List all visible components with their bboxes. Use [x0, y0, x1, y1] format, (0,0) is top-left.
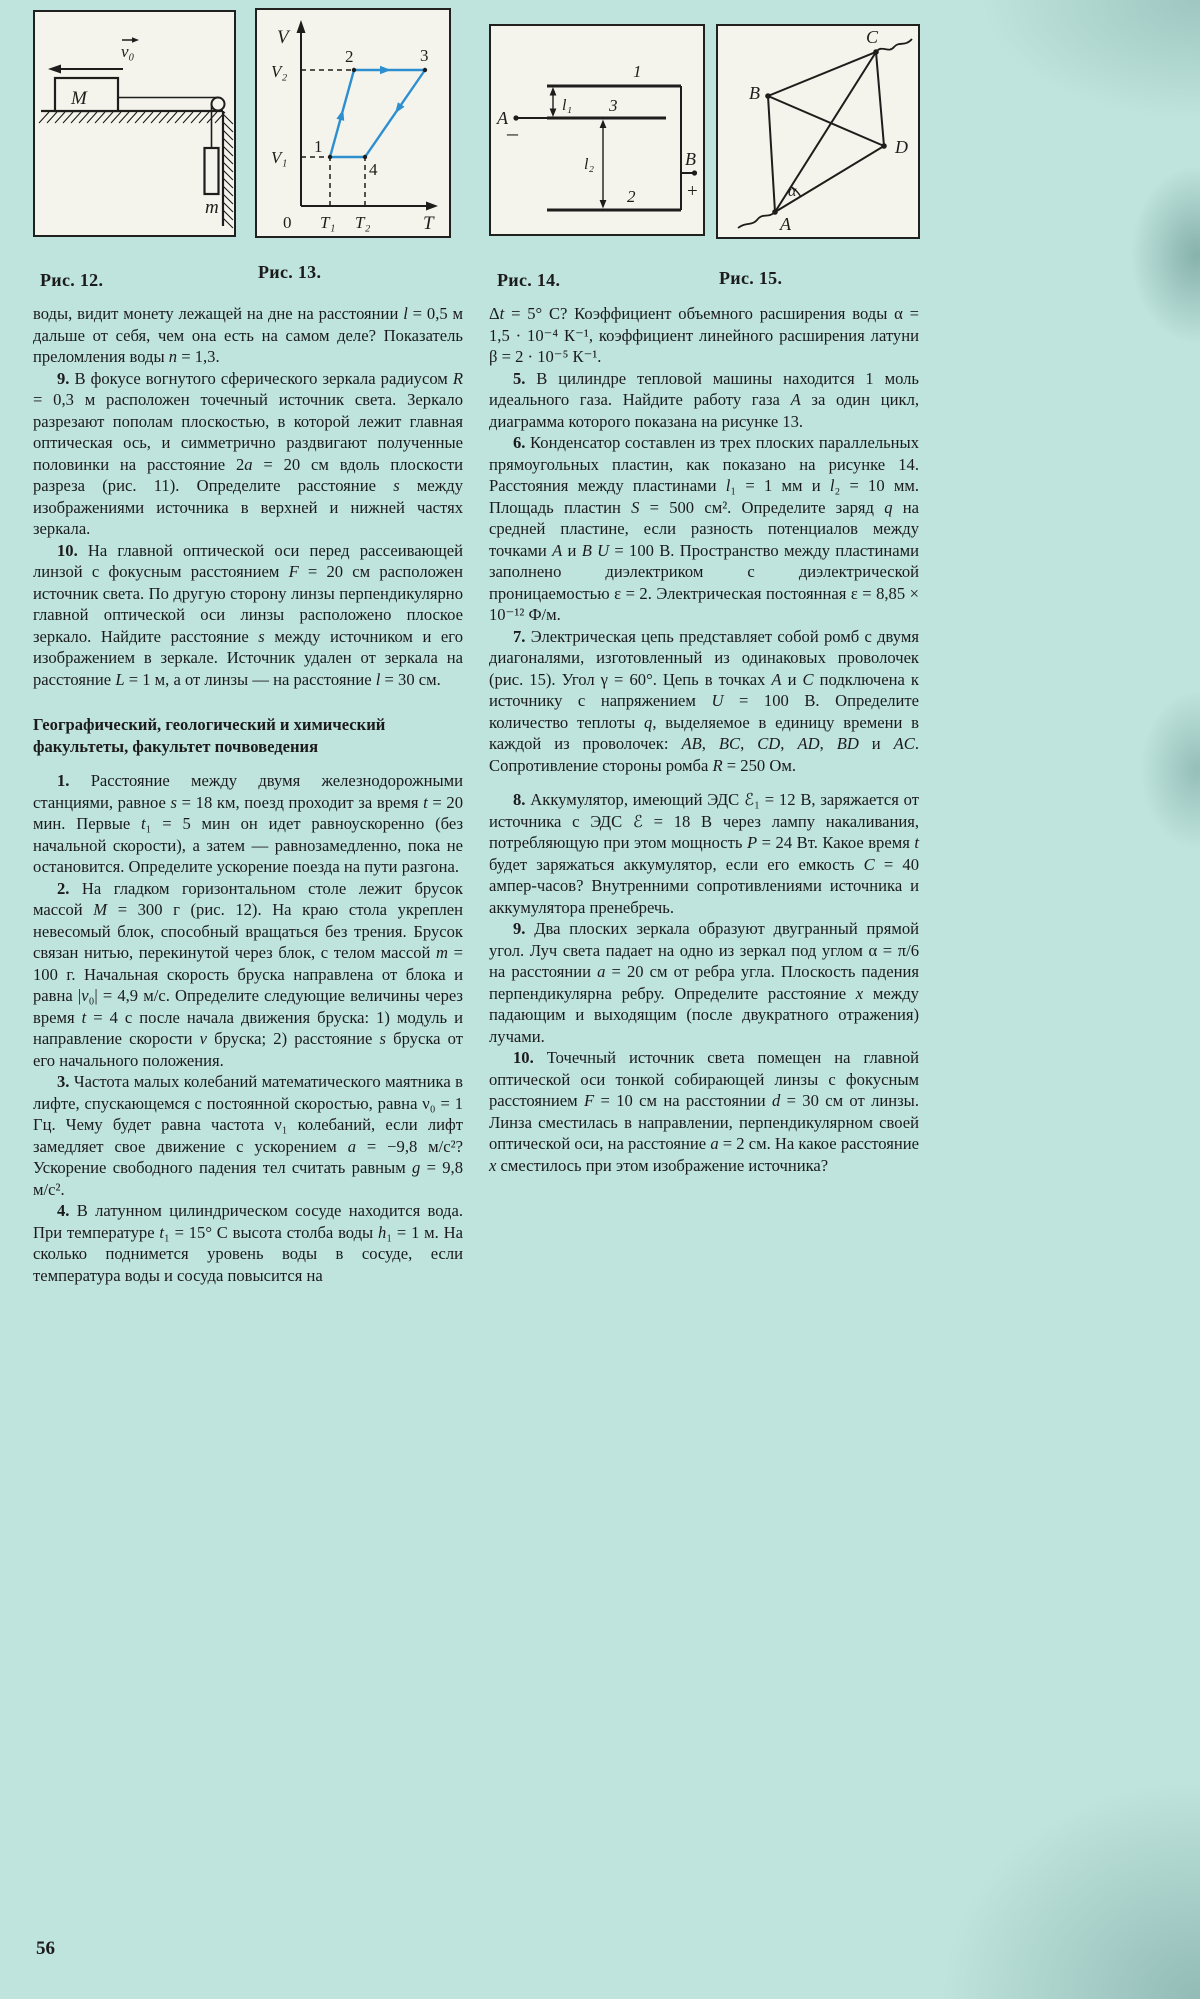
page-number: 56 — [36, 1938, 55, 1959]
problem-2: 2. На гладком горизонтальном столе лежит брусок массой M = 300 г (рис. 12). На краю стола укреплен невесомый блок, способный вращаться без трения. Брусок связан нитью, перекинутой через блок, с телом массой m = 100 г. Начальная скорость бруска направлена от блока и равна |v₀| = 4,9 м/с. Определите следующие величины через время t = 4 с после начала движения бруска: 1) модуль и направление скорости v бруска; 2) расстояние s бруска от его начального положения. — [33, 878, 464, 1070]
table-edge — [41, 111, 223, 226]
block-M-label: M — [71, 88, 87, 109]
scan-artifact — [940, 1779, 1200, 1999]
origin-label: 0 — [283, 213, 292, 232]
l2-dimension-arrow — [600, 120, 607, 209]
axis-t-label: T — [423, 213, 434, 234]
plus-sign: + — [687, 181, 698, 202]
rhombus-diagonals — [768, 52, 884, 212]
problem-9-optics: 9. В фокусе вогнутого сферического зеркала радиусом R = 0,3 м расположен точечный источник света. Зеркало разрезают пополам плоскостью, в которой лежит главная оптическая ось, и симметрично раздвигают полученные половинки на расстояние 2a = 20 см вдоль плоскости разреза (рис. 11). Определите расстояние s между изображениями источника в верхней и нижней частях зеркала. — [33, 368, 463, 538]
problem-4: 4. В латунном цилиндрическом сосуде находится вода. При температуре t₁ = 15° C высота столба воды h₁ = 1 м. На сколько поднимется уровень воды в сосуде, если температура воды и сосуда повысится на — [33, 1201, 463, 1285]
point-4-label: 4 — [369, 160, 378, 179]
problem-9: 9. Два плоских зеркала образуют двугранный прямой угол. Луч света падает на одно из зеркал под углом α = π/6 на расстоянии a = 20 см от ребра угла. Плоскость падения перпендикулярна ребру. Определите расстояние x между падающим и выходящим (после двукратного отражения) лучами. — [489, 919, 919, 1046]
figure-13-canvas — [257, 10, 449, 236]
axis-v-label: V — [277, 27, 289, 48]
figure-14-caption: Рис. 14. — [497, 270, 561, 290]
scan-artifact — [1130, 165, 1200, 345]
figure-12-box — [33, 10, 236, 237]
terminal-b-label: B — [685, 149, 696, 169]
vertex-D-label: D — [895, 137, 908, 157]
scan-artifact — [1140, 690, 1200, 850]
t2-label: T₂ — [355, 213, 371, 232]
wall-hatching — [223, 114, 233, 228]
t1-label: T₁ — [320, 213, 336, 232]
pulley — [212, 98, 225, 111]
v2-label: V₂ — [271, 62, 288, 81]
section-heading: Географический, геологический и химический факультеты, факультет почвоведения — [33, 715, 386, 756]
plate-1-label: 1 — [633, 62, 642, 81]
scan-artifact — [980, 0, 1200, 120]
leads — [516, 86, 694, 210]
point-2-label: 2 — [345, 47, 354, 66]
vertex-C-label: C — [866, 27, 879, 47]
terminal-a-label: A — [497, 108, 508, 128]
cycle-path — [330, 70, 425, 157]
problem-6: 6. Конденсатор составлен из трех плоских параллельных прямоугольных пластин, как показано на рисунке 14. Расстояния между пластинами l₁ = 1 мм и l₂ = 10 мм. Площадь пластин S = 500 см². Определите заряд q на средней пластине, если разность потенциалов между точками A и B U = 100 В. Пространство между пластинами заполнено диэлектриком с диэлектрической проницаемостью ε = 2. Электрическая постоянная ε = 8,85 × 10⁻¹² Ф/м. — [489, 433, 919, 624]
problem-3: 3. Частота малых колебаний математического маятника в лифте, спускающемся с постоянной скоростью, равна ν₀ = 1 Гц. Чему будет равна частота ν₁ колебаний, если лифт замедляет свое движение с ускорением a = −9,8 м/с²? Ускорение свободного падения тел считать равным g = 9,8 м/с². — [33, 1072, 463, 1199]
left-column — [33, 303, 463, 1286]
paragraph-continuation: Δt = 5° C? Коэффициент объемного расширения воды α = 1,5 · 10⁻⁴ К⁻¹, коэффициент линейного расширения латуни β = 2 · 10⁻⁵ К⁻¹. — [489, 304, 919, 366]
vertex-A-label: A — [780, 214, 791, 234]
problem-10: 10. Точечный источник света помещен на главной оптической оси тонкой собирающей линзы с фокусным расстоянием F = 10 см на расстоянии d = 30 см от линзы. Линза сместилась в направлении, перпендикулярном своей оптической оси, на расстояние a = 2 см. На какое расстояние x сместилось при этом изображение источника? — [489, 1048, 919, 1175]
problem-8: 8. Аккумулятор, имеющий ЭДС ℰ₁ = 12 В, заряжается от источника с ЭДС ℰ = 18 В через лампу накаливания, потребляющую при этом мощность P = 24 Вт. Какое время t будет заряжаться аккумулятор, если его емкость C = 40 ампер-часов? Внутренними сопротивлениями источника и аккумулятора пренебречь. — [489, 790, 919, 917]
figure-12-canvas — [35, 12, 234, 235]
dashed-guides — [301, 70, 365, 206]
figure-12-caption: Рис. 12. — [40, 270, 104, 290]
l2-label: l₂ — [584, 156, 595, 173]
plate-3-label: 3 — [609, 96, 618, 115]
point-3-label: 3 — [420, 46, 429, 65]
right-column — [489, 303, 919, 1176]
problem-7: 7. Электрическая цепь представляет собой ромб с двумя диагоналями, изготовленный из одинаковых проволочек (рис. 15). Угол γ = 60°. Цепь в точках A и C подключена к источнику с напряжением U = 100 В. Определите количество теплоты q, выделяемое в единицу времени в каждой из проволочек: AB, BC, CD, AD, BD и AC. Сопротивление стороны ромба R = 250 Ом. — [489, 626, 920, 775]
point-1-label: 1 — [314, 137, 323, 156]
l1-dimension-arrow — [550, 87, 557, 117]
v0-label: v₀ — [121, 42, 135, 61]
wire-at-A — [738, 212, 775, 228]
alpha-label: α — [788, 183, 797, 200]
vertex-B-label: B — [749, 83, 760, 103]
hanging-mass — [205, 148, 219, 194]
minus-sign: – — [507, 120, 518, 145]
plate-2-label: 2 — [627, 187, 636, 206]
figure-15-canvas — [718, 26, 918, 237]
figure-13-box — [255, 8, 451, 238]
v1-label: V₁ — [271, 148, 288, 167]
figure-14-canvas — [491, 26, 703, 234]
problem-1: 1. Расстояние между двумя железнодорожными станциями, равное s = 18 км, поезд проходит за время t = 20 мин. Первые t₁ = 5 мин он идет равноускоренно (без начальной скорости), а затем — равнозамедленно, пока не остановится. Определите ускорение поезда на пути разгона. — [33, 771, 464, 876]
paragraph-continuation: воды, видит монету лежащей на дне на расстоянии l = 0,5 м дальше от себя, чем она есть на самом деле? Показатель преломления воды n = 1,3. — [33, 304, 463, 366]
axes — [297, 20, 439, 211]
problem-10-optics: 10. На главной оптической оси перед рассеивающей линзой с фокусным расстоянием F = 20 см расположен источник света. По другую сторону линзы перпендикулярно главной оптической оси линзы расположено плоское зеркало. Найдите расстояние s между источником и его изображением в зеркале. Источник удален от зеркала на расстояние L = 1 м, а от линзы — на расстояние l = 30 см. — [33, 540, 463, 689]
problem-5: 5. В цилиндре тепловой машины находится 1 моль идеального газа. Найдите работу газа A за один цикл, диаграмма которого показана на рисунке 13. — [489, 368, 920, 431]
figure-15-box — [716, 24, 920, 239]
terminal-b-dot — [692, 170, 697, 175]
figure-13-caption: Рис. 13. — [258, 262, 322, 282]
l1-label: l₁ — [562, 97, 573, 114]
mass-m-label: m — [205, 197, 219, 218]
thread — [118, 98, 218, 149]
table-hatching — [39, 112, 225, 123]
figure-14-box — [489, 24, 705, 236]
figure-15-caption: Рис. 15. — [719, 268, 783, 288]
wire-at-C — [876, 39, 912, 52]
